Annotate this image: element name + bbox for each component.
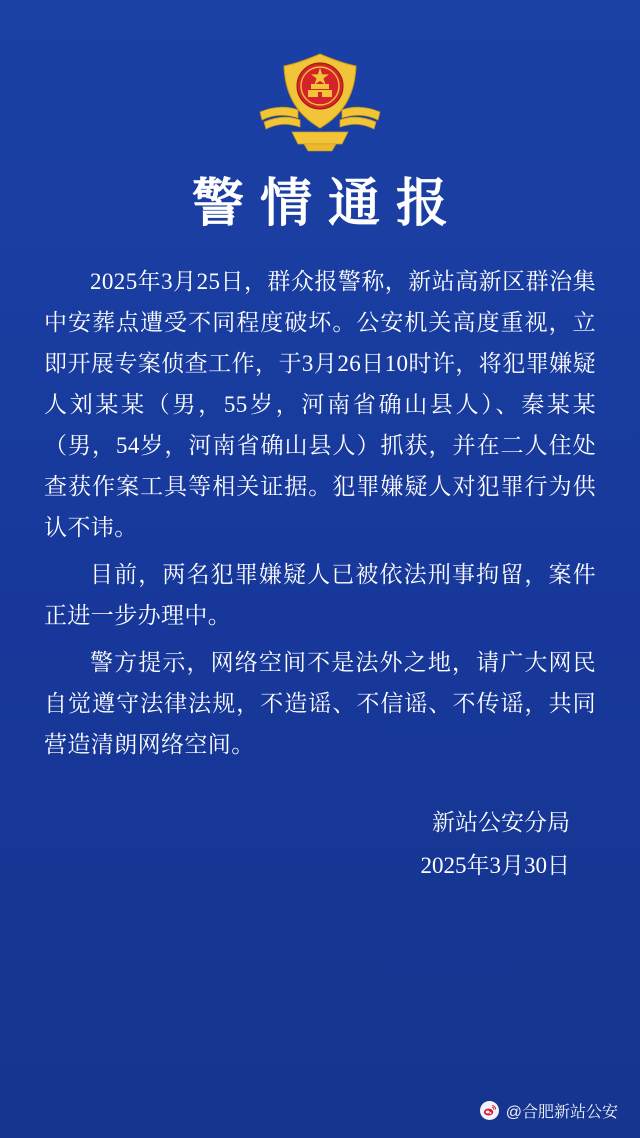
china-police-emblem-icon [254, 48, 386, 156]
body-paragraph-2: 目前，两名犯罪嫌疑人已被依法刑事拘留，案件正进一步办理中。 [44, 561, 596, 628]
signature-block [0, 802, 570, 889]
signature-issuer: 新站公安分局 [432, 809, 570, 835]
weibo-icon [480, 1101, 499, 1120]
body-paragraph-1: 2025年3月25日，群众报警称，新站高新区群治集中安葬点遭受不同程度破坏。公安机关高度重视，立即开展专案侦查工作，于3月26日10时许，将犯罪嫌疑人刘某某（男，55岁，河南省确山县人）、秦某某（男，54岁，河南省确山县人）抓获，并在二人住处查获作案工具等相关证据。犯罪嫌疑人对犯罪行为供认不讳。 [44, 269, 596, 541]
body-paragraph-3: 警方提示，网络空间不是法外之地，请广大网民自觉遵守法律法规，不造谣、不信谣、不传谣，共同营造清朗网络空间。 [44, 649, 596, 757]
footer-account-label: @合肥新站公安 [505, 1104, 618, 1121]
footer-watermark [480, 1099, 618, 1122]
page-title: 警情通报 [191, 176, 464, 233]
signature-date: 2025年3月30日 [420, 853, 570, 879]
emblem-container [0, 48, 640, 156]
notice-body [44, 262, 596, 771]
